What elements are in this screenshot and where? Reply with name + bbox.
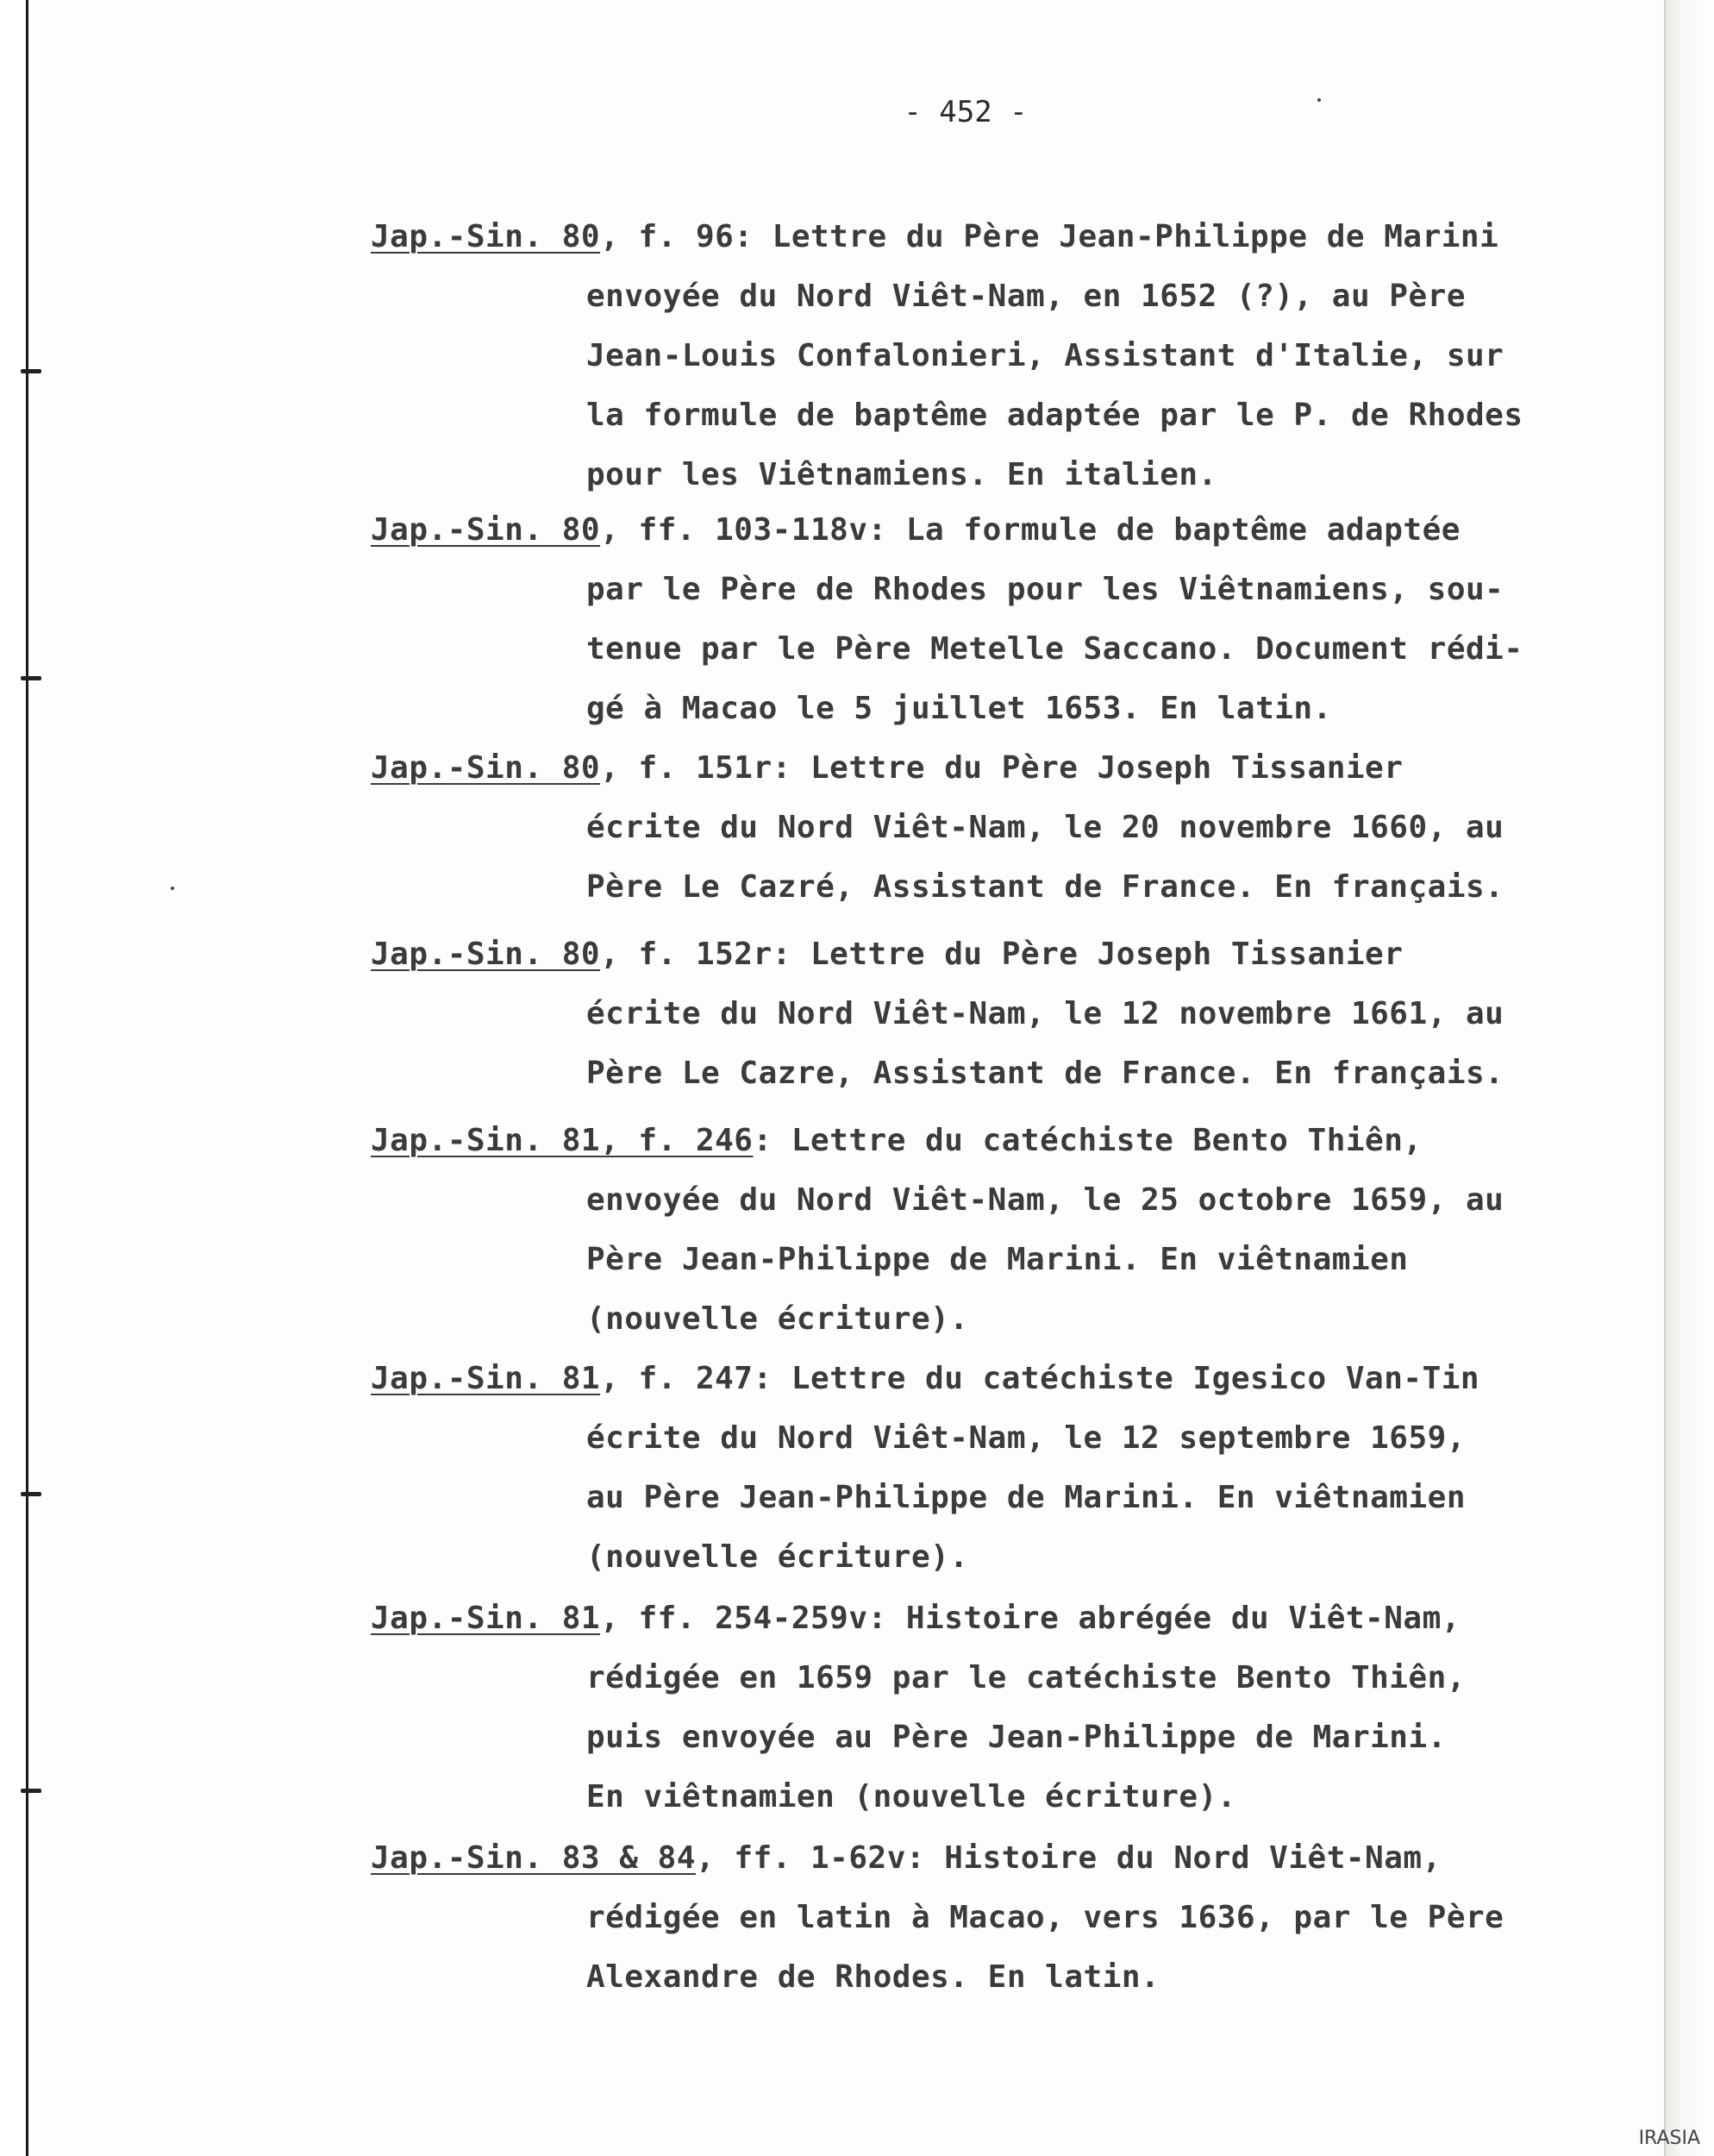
entry-line: écrite du Nord Viêt-Nam, le 12 septembre 1659, xyxy=(586,1420,1466,1456)
entry-line: En viêtnamien (nouvelle écriture). xyxy=(586,1779,1236,1814)
binding-staple xyxy=(21,369,41,373)
entry-line: écrite du Nord Viêt-Nam, le 12 novembre 1661, au xyxy=(586,996,1504,1031)
entry-line: envoyée du Nord Viêt-Nam, le 25 octobre 1659, au xyxy=(586,1182,1504,1218)
entry-heading xyxy=(371,207,1638,266)
ink-speck xyxy=(171,887,174,890)
entry-line: rédigée en latin à Macao, vers 1636, par le Père xyxy=(586,1900,1504,1935)
archive-entry xyxy=(371,207,1638,505)
entry-heading xyxy=(371,924,1638,984)
entry-line: puis envoyée au Père Jean-Philippe de Marini. xyxy=(586,1720,1447,1755)
archive-entry xyxy=(371,1349,1638,1587)
archive-reference: Jap.-Sin. 80 xyxy=(371,512,601,548)
entry-heading-text: , ff. 103-118v: La formule de baptême adaptée xyxy=(600,512,1461,548)
entry-heading xyxy=(371,738,1638,798)
archive-reference: Jap.-Sin. 81 xyxy=(371,1361,601,1396)
entry-line: Père Le Cazré, Assistant de France. En français. xyxy=(586,869,1504,905)
entry-line: la formule de baptême adaptée par le P. de Rhodes xyxy=(586,398,1523,433)
entry-line: par le Père de Rhodes pour les Viêtnamiens, sou- xyxy=(586,572,1504,607)
entry-line: Père Le Cazre, Assistant de France. En français. xyxy=(586,1056,1504,1091)
archive-reference: Jap.-Sin. 81 xyxy=(371,1601,601,1636)
entry-heading xyxy=(371,1589,1638,1648)
archive-entry xyxy=(371,924,1638,1103)
entry-heading-text: , ff. 1-62v: Histoire du Nord Viêt-Nam, xyxy=(695,1840,1442,1876)
entry-line: (nouvelle écriture). xyxy=(586,1301,969,1337)
page-binding-edge xyxy=(26,0,28,2156)
entry-line: écrite du Nord Viêt-Nam, le 20 novembre 1660, au xyxy=(586,810,1504,845)
archive-reference: Jap.-Sin. 80 xyxy=(371,937,601,972)
archive-entry xyxy=(371,738,1638,917)
page-right-edge xyxy=(1664,0,1714,2156)
entry-line: (nouvelle écriture). xyxy=(586,1539,969,1575)
archive-reference: Jap.-Sin. 80 xyxy=(371,750,601,786)
archive-entry xyxy=(371,1828,1638,2007)
page-number: - 452 - xyxy=(904,95,1028,129)
archive-reference: Jap.-Sin. 83 & 84 xyxy=(371,1840,696,1876)
binding-staple xyxy=(21,676,41,680)
entry-heading-text: : Lettre du catéchiste Bento Thiên, xyxy=(753,1123,1423,1158)
entry-line: envoyée du Nord Viêt-Nam, en 1652 (?), au Père xyxy=(586,279,1466,314)
entry-line: pour les Viêtnamiens. En italien. xyxy=(586,457,1217,492)
entry-line: gé à Macao le 5 juillet 1653. En latin. xyxy=(586,691,1332,726)
entry-heading xyxy=(371,1828,1638,1888)
watermark: IRASIA xyxy=(1638,2128,1700,2149)
binding-staple xyxy=(21,1492,41,1496)
entry-line: Père Jean-Philippe de Marini. En viêtnamien xyxy=(586,1242,1409,1277)
ink-speck xyxy=(1317,98,1321,102)
entry-line: rédigée en 1659 par le catéchiste Bento Thiên, xyxy=(586,1660,1466,1695)
archive-entry xyxy=(371,1111,1638,1349)
archive-entry xyxy=(371,1589,1638,1827)
entry-heading-text: , f. 247: Lettre du catéchiste Igesico Van-Tin xyxy=(600,1361,1480,1396)
entry-line: Alexandre de Rhodes. En latin. xyxy=(586,1959,1160,1995)
entry-heading-text: , f. 151r: Lettre du Père Joseph Tissanier xyxy=(600,750,1404,786)
entry-line: au Père Jean-Philippe de Marini. En viêtnamien xyxy=(586,1480,1466,1515)
binding-staple xyxy=(21,1789,41,1793)
entry-heading xyxy=(371,500,1638,560)
entry-heading xyxy=(371,1349,1638,1408)
archive-reference: Jap.-Sin. 81, f. 246 xyxy=(371,1123,754,1158)
archive-entry xyxy=(371,500,1638,738)
entry-heading-text: , ff. 254-259v: Histoire abrégée du Viêt-Nam, xyxy=(600,1601,1461,1636)
entry-heading-text: , f. 96: Lettre du Père Jean-Philippe de Marini xyxy=(600,219,1499,254)
entry-heading xyxy=(371,1111,1638,1170)
entry-heading-text: , f. 152r: Lettre du Père Joseph Tissanier xyxy=(600,937,1404,972)
entry-line: tenue par le Père Metelle Saccano. Document rédi- xyxy=(586,631,1523,667)
archive-reference: Jap.-Sin. 80 xyxy=(371,219,601,254)
entry-line: Jean-Louis Confalonieri, Assistant d'Italie, sur xyxy=(586,338,1504,373)
